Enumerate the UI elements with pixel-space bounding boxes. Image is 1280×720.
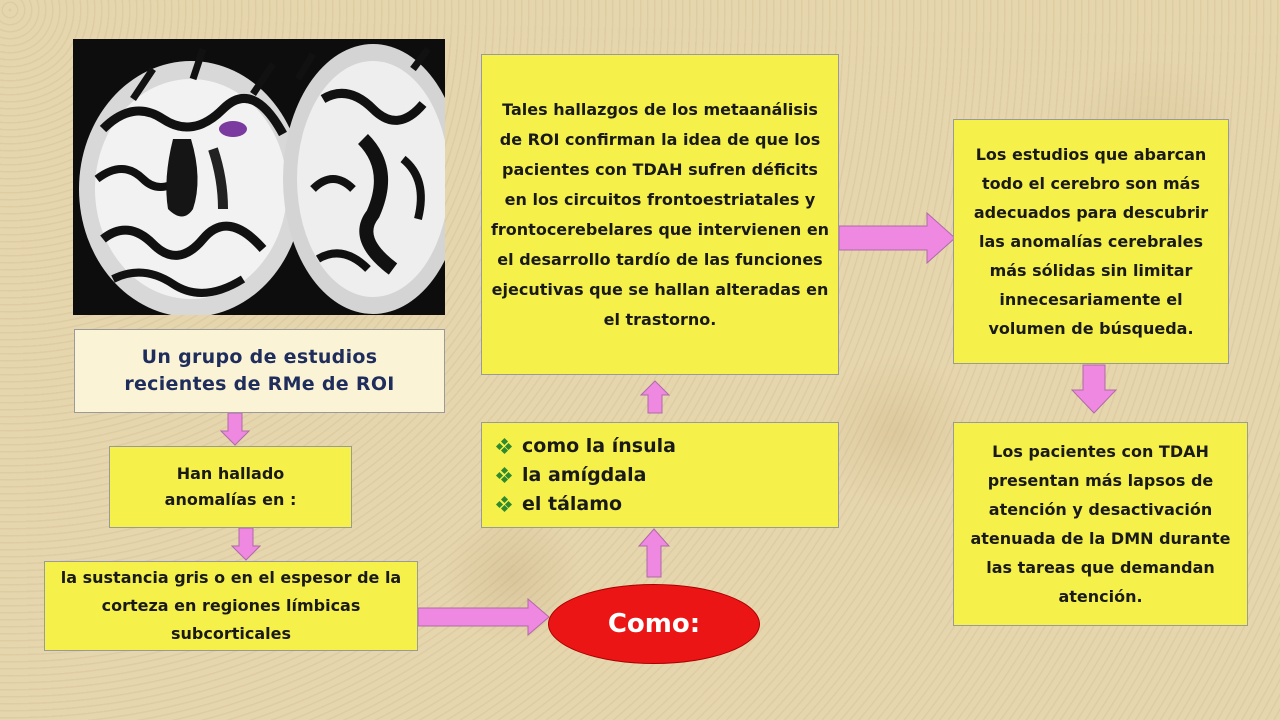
whole-brain-studies-box	[953, 119, 1229, 364]
regions-list	[497, 432, 676, 519]
patients-text: Los pacientes con TDAH presentan más lapsos de atención y desactivación atenuada de la DMN durante las tareas que demandan atención.	[970, 442, 1231, 606]
bullet-diamond-icon	[497, 468, 511, 482]
arrow-up-to-main	[640, 380, 670, 414]
arrow-right-to-como	[418, 598, 550, 636]
region-label: el tálamo	[522, 492, 623, 515]
list-item	[497, 432, 676, 461]
found-anomalies-text: Han hallado anomalías en :	[164, 464, 297, 509]
arrow-down-1	[220, 413, 250, 446]
region-label: como la ínsula	[522, 434, 676, 457]
region-label: la amígdala	[522, 463, 647, 486]
list-item	[497, 461, 676, 490]
gray-matter-box	[44, 561, 418, 651]
bullet-diamond-icon	[497, 497, 511, 511]
bullet-diamond-icon	[497, 439, 511, 453]
gray-matter-text: la sustancia gris o en el espesor de la corteza en regiones límbicas subcorticales	[60, 568, 402, 643]
title-text: Un grupo de estudios recientes de RMe de ROI	[124, 346, 395, 395]
main-findings-text: Tales hallazgos de los metaanálisis de ROI confirman la idea de que los pacientes con TDAH sufren déficits en los circuitos frontoestriatales y frontocerebelares que intervienen en el desarrollo tardío de las funciones ejecutivas que se hallan alteradas en el trastorno.	[490, 99, 830, 329]
regions-box	[481, 422, 839, 528]
brain-mri-drawing	[73, 39, 445, 315]
arrow-down-2	[231, 528, 261, 561]
whole-brain-studies-text: Los estudios que abarcan todo el cerebro son más adecuados para descubrir las anomalías cerebrales más sólidas sin limitar innecesariamente el volumen de búsqueda.	[973, 145, 1209, 338]
title-box	[74, 329, 445, 413]
patients-box	[953, 422, 1248, 626]
found-anomalies-box	[109, 446, 352, 528]
list-item	[497, 490, 676, 519]
arrow-right-to-whole-brain	[839, 212, 957, 264]
arrow-up-to-regions	[638, 528, 670, 578]
brain-mri-image	[73, 39, 445, 315]
arrow-down-to-patients	[1071, 364, 1117, 414]
como-text: Como:	[607, 609, 701, 639]
como-oval	[548, 584, 760, 664]
main-findings-box	[481, 54, 839, 375]
